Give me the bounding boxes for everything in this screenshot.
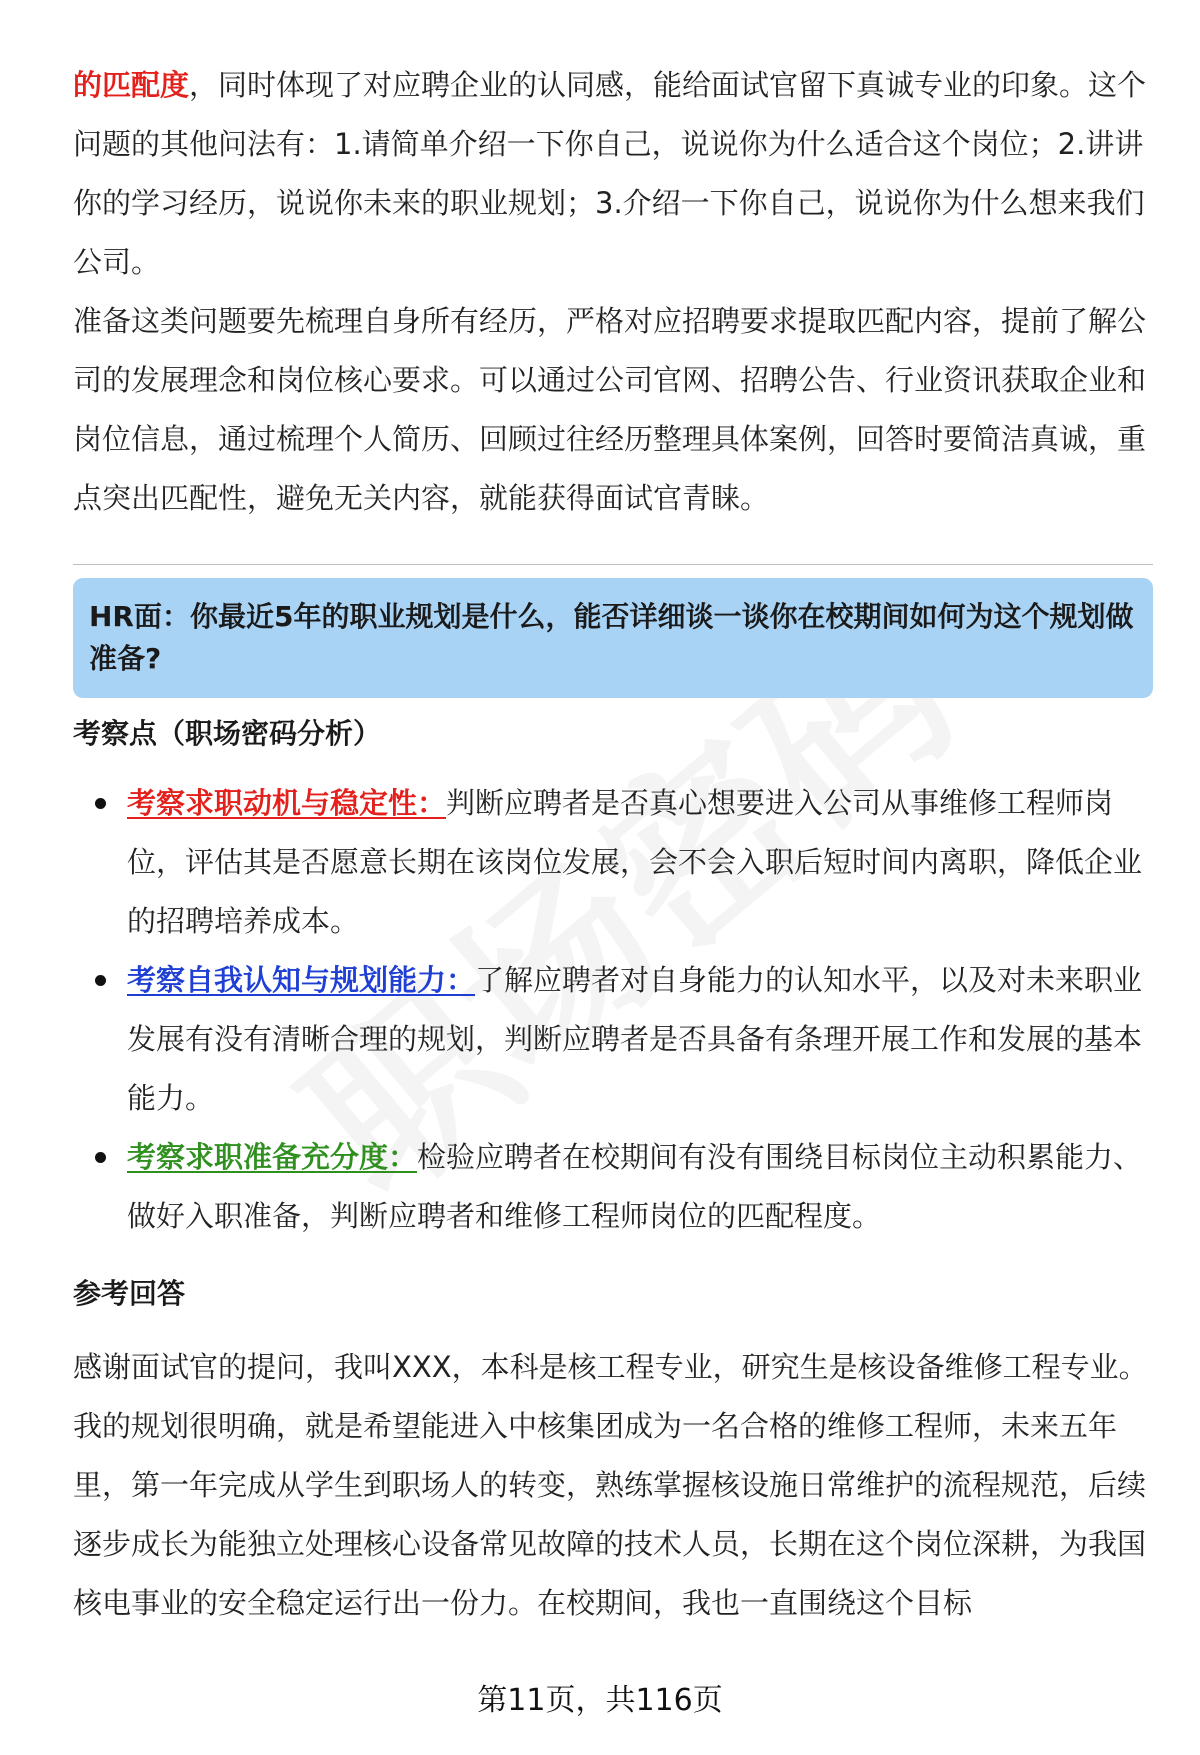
intro-highlight: 的匹配度 xyxy=(73,68,190,102)
exam-point-body: 检验应聘者在校期间有没有围绕目标岗位主动积累能力、做好入职准备，判断应聘者和维修工程师岗位的匹配程度。 xyxy=(127,1140,1143,1233)
exam-points-list xyxy=(73,774,1153,1246)
exam-point-item xyxy=(73,774,1153,951)
exam-point-item xyxy=(73,1128,1153,1246)
exam-point-item xyxy=(73,951,1153,1128)
answer-title: 参考回答 xyxy=(73,1277,186,1310)
intro-paragraph xyxy=(73,56,1153,292)
page-number: 第11页，共116页 xyxy=(477,1683,723,1718)
page-content xyxy=(73,56,1153,1633)
section-divider xyxy=(73,564,1153,565)
preparation-paragraph: 准备这类问题要先梳理自身所有经历，严格对应招聘要求提取匹配内容，提前了解公司的发展理念和岗位核心要求。可以通过公司官网、招聘公告、行业资讯获取企业和岗位信息，通过梳理个人简历、回顾过往经历整理具体案例，回答时要简洁真诚，重点突出匹配性，避免无关内容，就能获得面试官青睐。 xyxy=(73,304,1147,515)
exam-point-heading: 考察求职准备充分度： xyxy=(127,1140,418,1174)
answer-paragraph: 感谢面试官的提问，我叫XXX，本科是核工程专业，研究生是核设备维修工程专业。我的规划很明确，就是希望能进入中核集团成为一名合格的维修工程师，未来五年里，第一年完成从学生到职场人的转变，熟练掌握核设施日常维护的流程规范，后续逐步成长为能独立处理核心设备常见故障的技术人员，长期在这个岗位深耕，为我国核电事业的安全稳定运行出一份力。在校期间，我也一直围绕这个目标 xyxy=(73,1350,1148,1620)
bullet-dot-icon xyxy=(95,975,106,986)
exam-point-body: 了解应聘者对自身能力的认知水平，以及对未来职业发展有没有清晰合理的规划，判断应聘者是否具备有条理开展工作和发展的基本能力。 xyxy=(127,963,1143,1115)
exam-point-heading: 考察自我认知与规划能力： xyxy=(127,963,476,997)
exam-points-title: 考察点（职场密码分析） xyxy=(73,717,382,750)
exam-point-body: 判断应聘者是否真心想要进入公司从事维修工程师岗位，评估其是否愿意长期在该岗位发展，会不会入职后短时间内离职，降低企业的招聘培养成本。 xyxy=(127,786,1143,938)
bullet-dot-icon xyxy=(95,798,106,809)
question-box xyxy=(73,578,1153,698)
bullet-dot-icon xyxy=(95,1152,106,1163)
question-text: HR面：你最近5年的职业规划是什么，能否详细谈一谈你在校期间如何为这个规划做准备? xyxy=(89,600,1134,675)
exam-point-heading: 考察求职动机与稳定性： xyxy=(127,786,447,820)
intro-text: ，同时体现了对应聘企业的认同感，能给面试官留下真诚专业的印象。这个问题的其他问法有：1.请简单介绍一下你自己，说说你为什么适合这个岗位；2.讲讲你的学习经历，说说你未来的职业规划；3.介绍一下你自己，说说你为什么想来我们公司。 xyxy=(73,68,1147,279)
